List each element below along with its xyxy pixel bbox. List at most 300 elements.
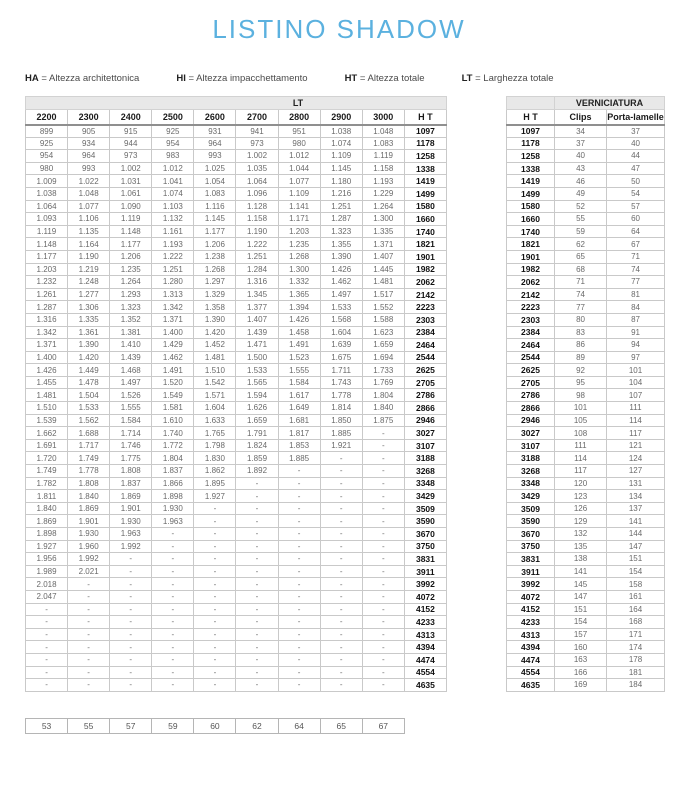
table-cell: 1.778 (320, 389, 362, 402)
table-cell: - (110, 679, 152, 692)
table-row (26, 376, 447, 389)
table-cell: 169 (555, 679, 607, 692)
table-cell: 1.335 (68, 313, 110, 326)
table-cell: - (278, 477, 320, 490)
table-cell: - (362, 666, 404, 679)
table-cell: 1.594 (236, 389, 278, 402)
table-row (26, 502, 447, 515)
table-cell: 1.817 (278, 427, 320, 440)
table-cell: 1.251 (152, 263, 194, 276)
table-cell: 3509 (507, 502, 555, 515)
table-cell: 92 (555, 364, 607, 377)
table-cell: 1.549 (152, 389, 194, 402)
table-cell: 43 (555, 162, 607, 175)
table-cell: 2223 (404, 301, 446, 314)
table-cell: 3590 (507, 515, 555, 528)
table-cell: 1.329 (194, 288, 236, 301)
table-cell: 1.659 (362, 339, 404, 352)
table-row (26, 326, 447, 339)
table-row (26, 414, 447, 427)
table-cell: 1.420 (194, 326, 236, 339)
table-cell: 1.044 (278, 162, 320, 175)
table-cell: 1.145 (194, 213, 236, 226)
table-row (507, 603, 665, 616)
table-row (507, 263, 665, 276)
table-cell: 1.510 (26, 402, 68, 415)
table-row (26, 213, 447, 226)
table-cell: 1740 (507, 225, 555, 238)
table-cell: - (194, 590, 236, 603)
table-cell: 181 (607, 666, 665, 679)
table-cell: 1.180 (320, 175, 362, 188)
table-cell: 1.251 (320, 200, 362, 213)
main-table-body (26, 125, 447, 692)
table-cell: 1580 (404, 200, 446, 213)
table-row (507, 515, 665, 528)
table-cell: 157 (555, 628, 607, 641)
table-cell: 147 (607, 540, 665, 553)
table-cell: 1.035 (236, 162, 278, 175)
table-cell: 1.219 (68, 263, 110, 276)
table-row (26, 590, 447, 603)
table-cell: - (194, 653, 236, 666)
table-cell: 117 (555, 465, 607, 478)
table-cell: 1.012 (152, 162, 194, 175)
table-cell: - (236, 590, 278, 603)
table-cell: 1.853 (278, 439, 320, 452)
table-cell: 954 (152, 137, 194, 150)
table-cell: 151 (607, 553, 665, 566)
table-cell: 1.691 (26, 439, 68, 452)
table-cell: 4554 (404, 666, 446, 679)
table-cell: 123 (555, 490, 607, 503)
table-cell: 1.177 (110, 238, 152, 251)
table-cell: 2544 (404, 351, 446, 364)
table-cell: 1.323 (320, 225, 362, 238)
table-cell: 3429 (404, 490, 446, 503)
table-cell: - (236, 528, 278, 541)
table-cell: 1.814 (320, 402, 362, 415)
table-row (507, 402, 665, 415)
table-cell: - (68, 578, 110, 591)
table-cell: 71 (607, 250, 665, 263)
table-cell: 973 (110, 150, 152, 163)
table-cell: - (320, 641, 362, 654)
table-row (507, 439, 665, 452)
table-row (26, 477, 447, 490)
table-cell: 1.096 (236, 187, 278, 200)
table-cell: 3911 (404, 565, 446, 578)
table-row (507, 628, 665, 641)
table-cell: 1.206 (110, 250, 152, 263)
table-cell: 2464 (507, 339, 555, 352)
table-cell: 1.316 (236, 276, 278, 289)
table-cell: 64 (278, 718, 320, 733)
table-cell: 1.093 (26, 213, 68, 226)
table-cell: 138 (555, 553, 607, 566)
lt-label: LT (292, 98, 304, 108)
table-cell: 2303 (404, 313, 446, 326)
table-cell: 71 (555, 276, 607, 289)
table-cell: 1.128 (236, 200, 278, 213)
table-cell: 3188 (507, 452, 555, 465)
table-cell: - (152, 616, 194, 629)
table-cell: 1.989 (26, 565, 68, 578)
table-cell: 1499 (404, 187, 446, 200)
table-cell: 1.268 (278, 250, 320, 263)
legend (25, 73, 678, 84)
table-cell: 1.811 (26, 490, 68, 503)
table-cell: 1.604 (194, 402, 236, 415)
table-cell: 1.077 (278, 175, 320, 188)
table-cell: 1.229 (362, 187, 404, 200)
table-cell: 905 (68, 125, 110, 138)
table-cell: 74 (607, 263, 665, 276)
table-cell: 1.542 (194, 376, 236, 389)
page-title: LISTINO SHADOW (212, 14, 466, 44)
table-cell: 171 (607, 628, 665, 641)
table-cell: 1.481 (194, 351, 236, 364)
verniciatura-empty-cell (507, 97, 555, 110)
table-cell: 925 (26, 137, 68, 150)
table-cell: 1.720 (26, 452, 68, 465)
table-cell: - (362, 603, 404, 616)
column-header: 2500 (152, 110, 194, 125)
table-row (507, 590, 665, 603)
table-cell: 1258 (404, 150, 446, 163)
table-cell: 2866 (507, 402, 555, 415)
table-cell: 44 (607, 150, 665, 163)
table-cell: - (194, 628, 236, 641)
table-cell: 1.568 (320, 313, 362, 326)
table-cell: 154 (555, 616, 607, 629)
table-cell: 1.426 (26, 364, 68, 377)
table-cell: 1660 (404, 213, 446, 226)
table-cell: 52 (555, 200, 607, 213)
table-cell: 4233 (404, 616, 446, 629)
table-cell: 1.300 (362, 213, 404, 226)
table-row (507, 389, 665, 402)
table-cell: 1.158 (362, 162, 404, 175)
table-cell: - (320, 578, 362, 591)
table-cell: 1.491 (152, 364, 194, 377)
table-cell: 1.061 (110, 187, 152, 200)
table-cell: - (278, 603, 320, 616)
table-cell: - (362, 490, 404, 503)
table-cell: 1.287 (26, 301, 68, 314)
table-cell: - (152, 590, 194, 603)
table-cell: 57 (110, 718, 152, 733)
legend-item (345, 73, 425, 84)
table-cell: 1.462 (320, 276, 362, 289)
table-cell: 81 (607, 288, 665, 301)
table-cell: - (194, 540, 236, 553)
table-cell: 3268 (404, 465, 446, 478)
column-header: Clips (555, 110, 607, 125)
table-cell: 105 (555, 414, 607, 427)
table-cell: 2142 (404, 288, 446, 301)
table-cell: 147 (555, 590, 607, 603)
table-cell: 2625 (404, 364, 446, 377)
legend-abbr: LT (461, 73, 473, 84)
table-cell: 1.555 (110, 402, 152, 415)
table-cell: 4072 (507, 590, 555, 603)
table-cell: 3027 (404, 427, 446, 440)
legend-abbr: HA (25, 73, 39, 84)
table-cell: 4313 (507, 628, 555, 641)
table-cell: 1.869 (26, 515, 68, 528)
table-cell: 1.141 (278, 200, 320, 213)
table-cell: 1.038 (320, 125, 362, 138)
table-row (507, 175, 665, 188)
table-row (26, 439, 447, 452)
table-cell: 1.216 (320, 187, 362, 200)
table-cell: 1.031 (110, 175, 152, 188)
table-cell: 1.782 (26, 477, 68, 490)
table-cell: 1.623 (362, 326, 404, 339)
table-row (507, 326, 665, 339)
table-cell: 2384 (404, 326, 446, 339)
table-cell: 1.135 (68, 225, 110, 238)
table-row (507, 679, 665, 692)
table-row (26, 653, 447, 666)
table-cell: - (26, 641, 68, 654)
table-cell: 2625 (507, 364, 555, 377)
table-cell: 1.963 (152, 515, 194, 528)
table-cell: 1.533 (320, 301, 362, 314)
table-cell: 2062 (507, 276, 555, 289)
table-cell: 1178 (507, 137, 555, 150)
table-row (507, 276, 665, 289)
legend-label: = Larghezza totale (472, 73, 554, 84)
table-row (507, 200, 665, 213)
table-row (26, 718, 405, 733)
table-cell: - (110, 653, 152, 666)
table-cell: 1.963 (110, 528, 152, 541)
table-cell: 80 (555, 313, 607, 326)
table-cell: 1.022 (68, 175, 110, 188)
table-cell: 184 (607, 679, 665, 692)
table-cell: 1.177 (194, 225, 236, 238)
table-row (507, 376, 665, 389)
table-cell: - (278, 653, 320, 666)
table-row (507, 477, 665, 490)
table-cell: - (362, 616, 404, 629)
table-cell: 1.232 (26, 276, 68, 289)
table-cell: 53 (26, 718, 68, 733)
table-row (26, 666, 447, 679)
verniciatura-group-header-row (507, 97, 665, 110)
table-cell: - (194, 578, 236, 591)
table-row (507, 225, 665, 238)
legend-item (176, 73, 307, 84)
table-cell: 1178 (404, 137, 446, 150)
table-cell: 54 (607, 187, 665, 200)
table-cell: 3429 (507, 490, 555, 503)
lt-group-header (26, 97, 447, 110)
table-cell: 1.491 (278, 339, 320, 352)
table-cell: - (68, 616, 110, 629)
table-cell: 1.688 (68, 427, 110, 440)
table-cell: 1.407 (362, 250, 404, 263)
table-cell: 964 (194, 137, 236, 150)
table-cell: 1.297 (194, 276, 236, 289)
table-cell: 1.148 (26, 238, 68, 251)
table-cell: - (320, 528, 362, 541)
table-cell: 55 (68, 718, 110, 733)
footer-strip-table (25, 718, 405, 734)
table-cell: 3670 (404, 528, 446, 541)
table-cell: 60 (194, 718, 236, 733)
table-cell: 1982 (507, 263, 555, 276)
table-cell: 1.109 (320, 150, 362, 163)
table-cell: 1.012 (278, 150, 320, 163)
table-cell: - (278, 641, 320, 654)
table-cell: 121 (607, 439, 665, 452)
table-cell: 980 (26, 162, 68, 175)
table-cell: 1.116 (194, 200, 236, 213)
table-cell: 1.284 (236, 263, 278, 276)
table-row (507, 616, 665, 629)
table-cell: 3268 (507, 465, 555, 478)
table-cell: 1.161 (152, 225, 194, 238)
table-cell: - (320, 603, 362, 616)
table-cell: - (68, 628, 110, 641)
table-cell: - (26, 666, 68, 679)
table-cell: 1.662 (26, 427, 68, 440)
table-row (26, 553, 447, 566)
table-cell: 37 (555, 137, 607, 150)
table-cell: 2946 (404, 414, 446, 427)
table-row (507, 301, 665, 314)
table-cell: 141 (607, 515, 665, 528)
table-cell: 158 (607, 578, 665, 591)
table-cell: 91 (607, 326, 665, 339)
table-cell: - (362, 528, 404, 541)
table-cell: 3107 (404, 439, 446, 452)
table-cell: - (278, 590, 320, 603)
table-row (26, 402, 447, 415)
table-cell: 1.002 (110, 162, 152, 175)
table-cell: 1.407 (236, 313, 278, 326)
table-cell: 1.002 (236, 150, 278, 163)
table-cell: 1.824 (236, 439, 278, 452)
legend-item (25, 73, 139, 84)
table-cell: 1097 (507, 125, 555, 138)
table-cell: 973 (236, 137, 278, 150)
table-cell: 1.898 (152, 490, 194, 503)
table-cell: - (362, 653, 404, 666)
table-cell: - (278, 616, 320, 629)
table-cell: - (194, 679, 236, 692)
table-row (26, 616, 447, 629)
table-cell: 4233 (507, 616, 555, 629)
table-cell: 68 (555, 263, 607, 276)
table-cell: - (26, 679, 68, 692)
table-cell: 1.449 (68, 364, 110, 377)
table-cell: 132 (555, 528, 607, 541)
table-cell: 1.390 (194, 313, 236, 326)
table-cell: - (236, 553, 278, 566)
table-row (26, 351, 447, 364)
table-cell: - (152, 603, 194, 616)
table-cell: 1.103 (152, 200, 194, 213)
table-cell: 1.235 (110, 263, 152, 276)
table-cell: 1.523 (278, 351, 320, 364)
table-cell: 114 (607, 414, 665, 427)
table-cell: 1.588 (362, 313, 404, 326)
table-cell: 108 (555, 427, 607, 440)
table-cell: 1.248 (68, 276, 110, 289)
table-cell: 137 (607, 502, 665, 515)
table-cell: 1.361 (68, 326, 110, 339)
table-cell: - (278, 528, 320, 541)
table-cell: 1.694 (362, 351, 404, 364)
table-cell: 1901 (507, 250, 555, 263)
table-cell: 1.633 (194, 414, 236, 427)
table-cell: - (278, 553, 320, 566)
table-cell: 4635 (507, 679, 555, 692)
table-cell: 37 (607, 125, 665, 138)
table-cell: - (236, 653, 278, 666)
table-row (26, 200, 447, 213)
table-cell: 4152 (507, 603, 555, 616)
table-cell: 1.426 (320, 263, 362, 276)
table-cell: 1.869 (68, 502, 110, 515)
table-cell: 1.009 (26, 175, 68, 188)
table-cell: 1.804 (152, 452, 194, 465)
table-row (507, 427, 665, 440)
table-row (26, 452, 447, 465)
table-cell: 1821 (404, 238, 446, 251)
table-cell: 2062 (404, 276, 446, 289)
table-cell: 135 (555, 540, 607, 553)
table-cell: 65 (320, 718, 362, 733)
table-cell: 1901 (404, 250, 446, 263)
table-cell: 1.025 (194, 162, 236, 175)
table-cell: 47 (607, 162, 665, 175)
table-cell: 1.132 (152, 213, 194, 226)
table-cell: 1.119 (362, 150, 404, 163)
column-header: 2400 (110, 110, 152, 125)
table-row (26, 250, 447, 263)
table-cell: 134 (607, 490, 665, 503)
table-cell: 1.455 (26, 376, 68, 389)
table-cell: - (110, 553, 152, 566)
table-cell: 124 (607, 452, 665, 465)
table-cell: 1.400 (152, 326, 194, 339)
table-cell: - (236, 603, 278, 616)
table-cell: 1.083 (194, 187, 236, 200)
table-cell: 1419 (404, 175, 446, 188)
table-cell: 4152 (404, 603, 446, 616)
table-cell: 1.921 (320, 439, 362, 452)
table-cell: 2705 (507, 376, 555, 389)
table-cell: 1.478 (68, 376, 110, 389)
table-cell: 1.772 (152, 439, 194, 452)
table-cell: - (194, 603, 236, 616)
table-cell: 2866 (404, 402, 446, 415)
table-cell: - (278, 628, 320, 641)
table-cell: 4072 (404, 590, 446, 603)
table-cell: 1.264 (362, 200, 404, 213)
table-cell: 64 (607, 225, 665, 238)
table-cell: 1.193 (152, 238, 194, 251)
verniciatura-group-header: VERNICIATURA (555, 97, 665, 110)
table-cell: 1.332 (278, 276, 320, 289)
table-cell: 1.533 (68, 402, 110, 415)
table-cell: - (68, 679, 110, 692)
